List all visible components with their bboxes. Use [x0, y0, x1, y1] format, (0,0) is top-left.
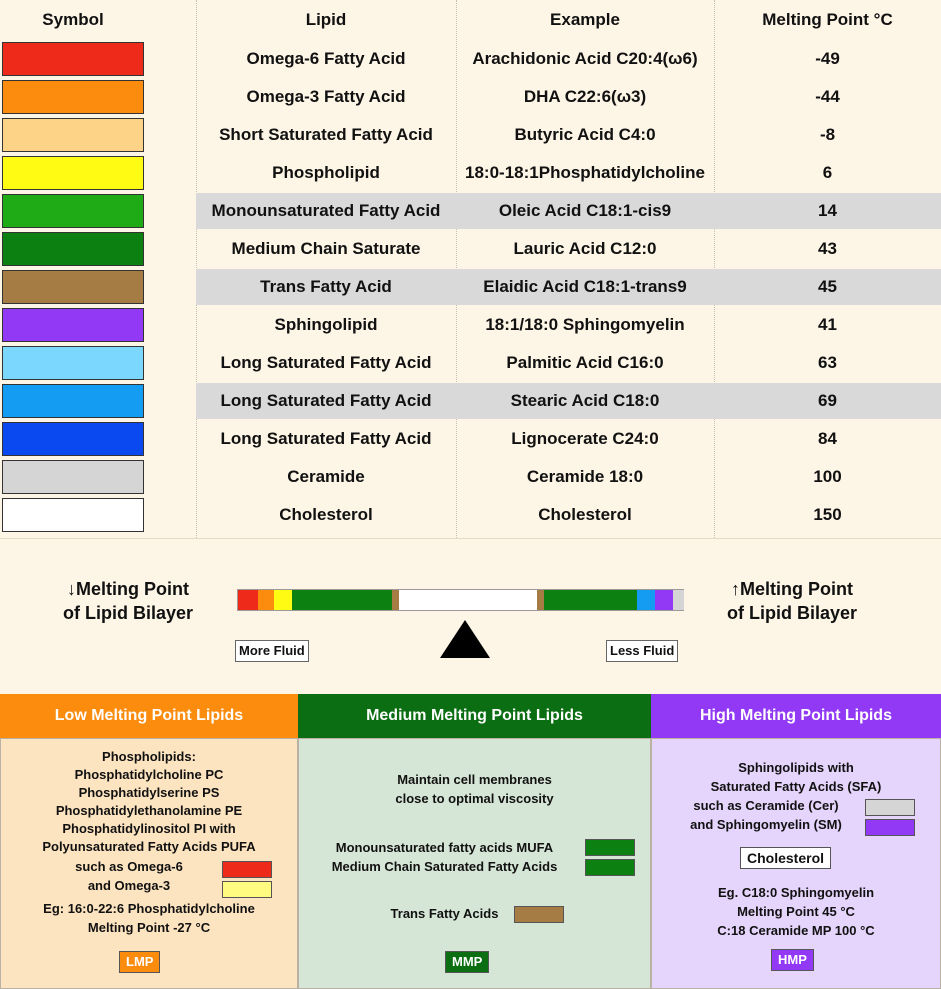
table-row — [0, 154, 941, 192]
table-row — [0, 496, 941, 534]
table-row — [0, 344, 941, 382]
bar-segment — [258, 590, 274, 610]
header-melting-point: Melting Point °C — [762, 10, 893, 29]
medium-intro-line: Maintain cell membranes — [397, 772, 552, 787]
example-cell: Elaidic Acid C18:1-trans9 — [483, 277, 687, 296]
bar-segment — [274, 590, 292, 610]
low-line: Phosphatidylcholine PC — [74, 767, 224, 782]
symbol-swatch — [2, 498, 144, 532]
symbol-swatch — [2, 232, 144, 266]
lower-melting-label — [48, 577, 208, 625]
cholesterol-box: Cholesterol — [740, 847, 831, 869]
higher-melting-label — [712, 577, 872, 625]
symbol-swatch — [2, 346, 144, 380]
ceramide-text: such as Ceramide (Cer) — [693, 798, 839, 813]
melting-point-cell: 100 — [813, 467, 842, 486]
lmp-tag: LMP — [119, 951, 160, 973]
example-cell: Lauric Acid C12:0 — [513, 239, 657, 258]
symbol-swatch — [2, 156, 144, 190]
higher-melting-line-2: of Lipid Bilayer — [726, 603, 858, 623]
low-line: Phosphatidylinositol PI with — [62, 821, 236, 836]
melting-point-cell: -49 — [815, 49, 840, 68]
high-example-line: Melting Point 45 °C — [737, 904, 855, 919]
high-example-line: Eg. C18:0 Sphingomyelin — [717, 885, 875, 900]
omega-6-text: such as Omega-6 — [75, 859, 183, 874]
high-melting-panel — [651, 694, 941, 989]
example-cell: Arachidonic Acid C20:4(ω6) — [472, 49, 698, 68]
bar-segment — [655, 590, 673, 610]
omega-3-swatch — [222, 881, 272, 898]
medium-intro-line: close to optimal viscosity — [395, 791, 554, 806]
lipid-cell: Medium Chain Saturate — [231, 239, 421, 258]
bar-segment — [673, 590, 684, 610]
high-melting-body — [651, 738, 941, 989]
melting-point-cell: 14 — [818, 201, 837, 220]
medium-melting-title: Medium Melting Point Lipids — [298, 694, 651, 738]
lipid-bilayer-bar — [237, 589, 684, 611]
symbol-swatch — [2, 42, 144, 76]
melting-point-cell: 150 — [813, 505, 842, 524]
mufa-swatch — [585, 839, 635, 856]
mmp-tag: MMP — [445, 951, 489, 973]
table-row — [0, 116, 941, 154]
table-row — [0, 230, 941, 268]
bar-segment — [399, 590, 537, 610]
mufa-text: Monounsaturated fatty acids MUFA — [335, 840, 554, 855]
mcsfa-swatch — [585, 859, 635, 876]
symbol-swatch — [2, 384, 144, 418]
trans-swatch — [514, 906, 564, 923]
low-melting-panel — [0, 694, 298, 989]
medium-melting-body — [298, 738, 651, 989]
bar-segment — [292, 590, 392, 610]
higher-melting-line-1: ↑Melting Point — [731, 579, 853, 599]
omega-3-text: and Omega-3 — [87, 878, 171, 893]
trans-text: Trans Fatty Acids — [390, 906, 499, 921]
bar-segment — [392, 590, 399, 610]
table-row — [0, 268, 941, 306]
symbol-swatch — [2, 270, 144, 304]
melting-point-cell: 69 — [818, 391, 837, 410]
lipid-cell: Long Saturated Fatty Acid — [220, 429, 432, 448]
melting-point-cell: 84 — [818, 429, 837, 448]
bar-segment — [637, 590, 655, 610]
lipid-cell: Omega-3 Fatty Acid — [246, 87, 406, 106]
less-fluid-label: Less Fluid — [606, 640, 678, 662]
example-cell: 18:0-18:1Phosphatidylcholine — [465, 163, 705, 182]
high-example-line: C:18 Ceramide MP 100 °C — [717, 923, 875, 938]
example-cell: Palmitic Acid C16:0 — [506, 353, 664, 372]
ceramide-swatch — [865, 799, 915, 816]
symbol-swatch — [2, 194, 144, 228]
low-melting-title: Low Melting Point Lipids — [0, 694, 298, 738]
table-row — [0, 382, 941, 420]
example-cell: Lignocerate C24:0 — [511, 429, 659, 448]
melting-point-cell: 63 — [818, 353, 837, 372]
low-line: Phosphatidylethanolamine PE — [55, 803, 243, 818]
low-line: Phosphatidylserine PS — [78, 785, 220, 800]
example-cell: 18:1/18:0 Sphingomyelin — [485, 315, 685, 334]
table-row — [0, 78, 941, 116]
more-fluid-label: More Fluid — [235, 640, 309, 662]
bar-segment — [537, 590, 544, 610]
melting-point-cell: 41 — [818, 315, 837, 334]
lipid-cell: Cholesterol — [279, 505, 373, 524]
medium-melting-panel — [298, 694, 651, 989]
high-melting-title: High Melting Point Lipids — [651, 694, 941, 738]
symbol-swatch — [2, 118, 144, 152]
low-melting-point: Melting Point -27 °C — [87, 920, 211, 935]
lipid-cell: Sphingolipid — [274, 315, 378, 334]
example-cell: Oleic Acid C18:1-cis9 — [498, 201, 672, 220]
example-cell: Ceramide 18:0 — [526, 467, 644, 486]
high-line: Sphingolipids with — [738, 760, 854, 775]
bar-segment — [238, 590, 258, 610]
lipid-cell: Long Saturated Fatty Acid — [220, 391, 432, 410]
lipid-cell: Phospholipid — [272, 163, 380, 182]
low-line: Polyunsaturated Fatty Acids PUFA — [42, 839, 256, 854]
melting-point-cell: -44 — [815, 87, 840, 106]
example-cell: Cholesterol — [538, 505, 632, 524]
table-row — [0, 192, 941, 230]
lipid-cell: Trans Fatty Acid — [260, 277, 392, 296]
table-row — [0, 306, 941, 344]
example-cell: Butyric Acid C4:0 — [514, 125, 656, 144]
symbol-swatch — [2, 460, 144, 494]
header-example: Example — [550, 10, 620, 29]
melting-point-cell: 43 — [818, 239, 837, 258]
mcsfa-text: Medium Chain Saturated Fatty Acids — [331, 859, 558, 874]
sphingomyelin-text: and Sphingomyelin (SM) — [690, 817, 842, 832]
high-line: Saturated Fatty Acids (SFA) — [710, 779, 882, 794]
lipid-cell: Omega-6 Fatty Acid — [246, 49, 406, 68]
example-cell: Stearic Acid C18:0 — [510, 391, 660, 410]
example-cell: DHA C22:6(ω3) — [523, 87, 647, 106]
melting-point-cell: -8 — [819, 125, 836, 144]
hmp-tag: HMP — [771, 949, 814, 971]
table-row — [0, 40, 941, 78]
sphingomyelin-swatch — [865, 819, 915, 836]
balance-diagram — [0, 538, 941, 694]
low-example: Eg: 16:0-22:6 Phosphatidylcholine — [43, 901, 255, 916]
table-row — [0, 458, 941, 496]
low-line: Phospholipids: — [102, 749, 196, 764]
header-symbol: Symbol — [42, 10, 104, 29]
lipid-cell: Long Saturated Fatty Acid — [220, 353, 432, 372]
melting-point-cell: 45 — [818, 277, 837, 296]
header-lipid: Lipid — [305, 10, 347, 29]
lower-melting-line-2: of Lipid Bilayer — [62, 603, 194, 623]
symbol-swatch — [2, 422, 144, 456]
bar-segment — [544, 590, 637, 610]
symbol-swatch — [2, 308, 144, 342]
lipid-cell: Monounsaturated Fatty Acid — [211, 201, 441, 220]
lipid-cell: Short Saturated Fatty Acid — [219, 125, 433, 144]
lipid-cell: Ceramide — [287, 467, 365, 486]
symbol-swatch — [2, 80, 144, 114]
melting-point-cell: 6 — [822, 163, 833, 182]
low-melting-body — [0, 738, 298, 989]
fulcrum-triangle-icon — [440, 620, 490, 658]
lower-melting-line-1: ↓Melting Point — [67, 579, 189, 599]
table-row — [0, 420, 941, 458]
